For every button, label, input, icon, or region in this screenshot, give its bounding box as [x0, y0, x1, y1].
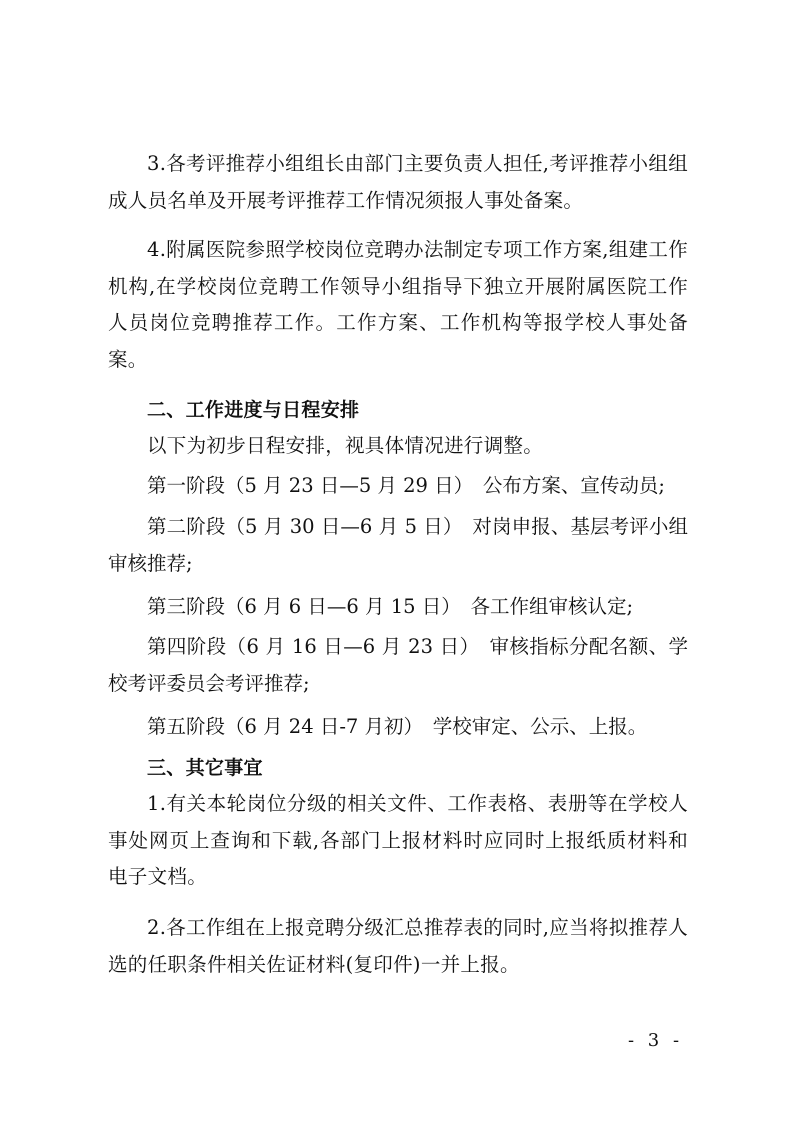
paragraph-item-3: 3.各考评推荐小组组长由部门主要负责人担任,考评推荐小组组成人员名单及开展考评推荐工作情况须报人事处备案。: [108, 152, 688, 212]
schedule-phase-3: 第三阶段（6 月 6 日—6 月 15 日） 各工作组审核认定;: [147, 595, 634, 618]
paragraph-item-4: 4.附属医院参照学校岗位竞聘办法制定专项工作方案,组建工作机构,在学校岗位竞聘工作领导小组指导下独立开展附属医院工作人员岗位竞聘推荐工作。工作方案、工作机构等报学校人事处备案。: [108, 238, 688, 371]
page-number: - 3 -: [628, 1030, 684, 1051]
section-heading-other: 三、其它事宜: [147, 757, 263, 779]
schedule-intro: 以下为初步日程安排，视具体情况进行调整。: [147, 434, 544, 457]
schedule-phase-1: 第一阶段（5 月 23 日—5 月 29 日） 公布方案、宣传动员;: [147, 474, 665, 497]
schedule-phase-2: 第二阶段（5 月 30 日—6 月 5 日） 对岗申报、基层考评小组审核推荐;: [108, 515, 688, 575]
schedule-phase-5: 第五阶段（6 月 24 日-7 月初） 学校审定、公示、上报。: [147, 715, 648, 738]
paragraph-other-2: 2.各工作组在上报竞聘分级汇总推荐表的同时,应当将拟推荐人选的任职条件相关佐证材料(复印件)一并上报。: [108, 916, 688, 976]
section-heading-schedule: 二、工作进度与日程安排: [147, 399, 360, 421]
paragraph-other-1: 1.有关本轮岗位分级的相关文件、工作表格、表册等在学校人事处网页上查询和下载,各部门上报材料时应同时上报纸质材料和电子文档。: [108, 792, 688, 888]
schedule-phase-4: 第四阶段（6 月 16 日—6 月 23 日） 审核指标分配名额、学校考评委员会考评推荐;: [108, 635, 688, 695]
